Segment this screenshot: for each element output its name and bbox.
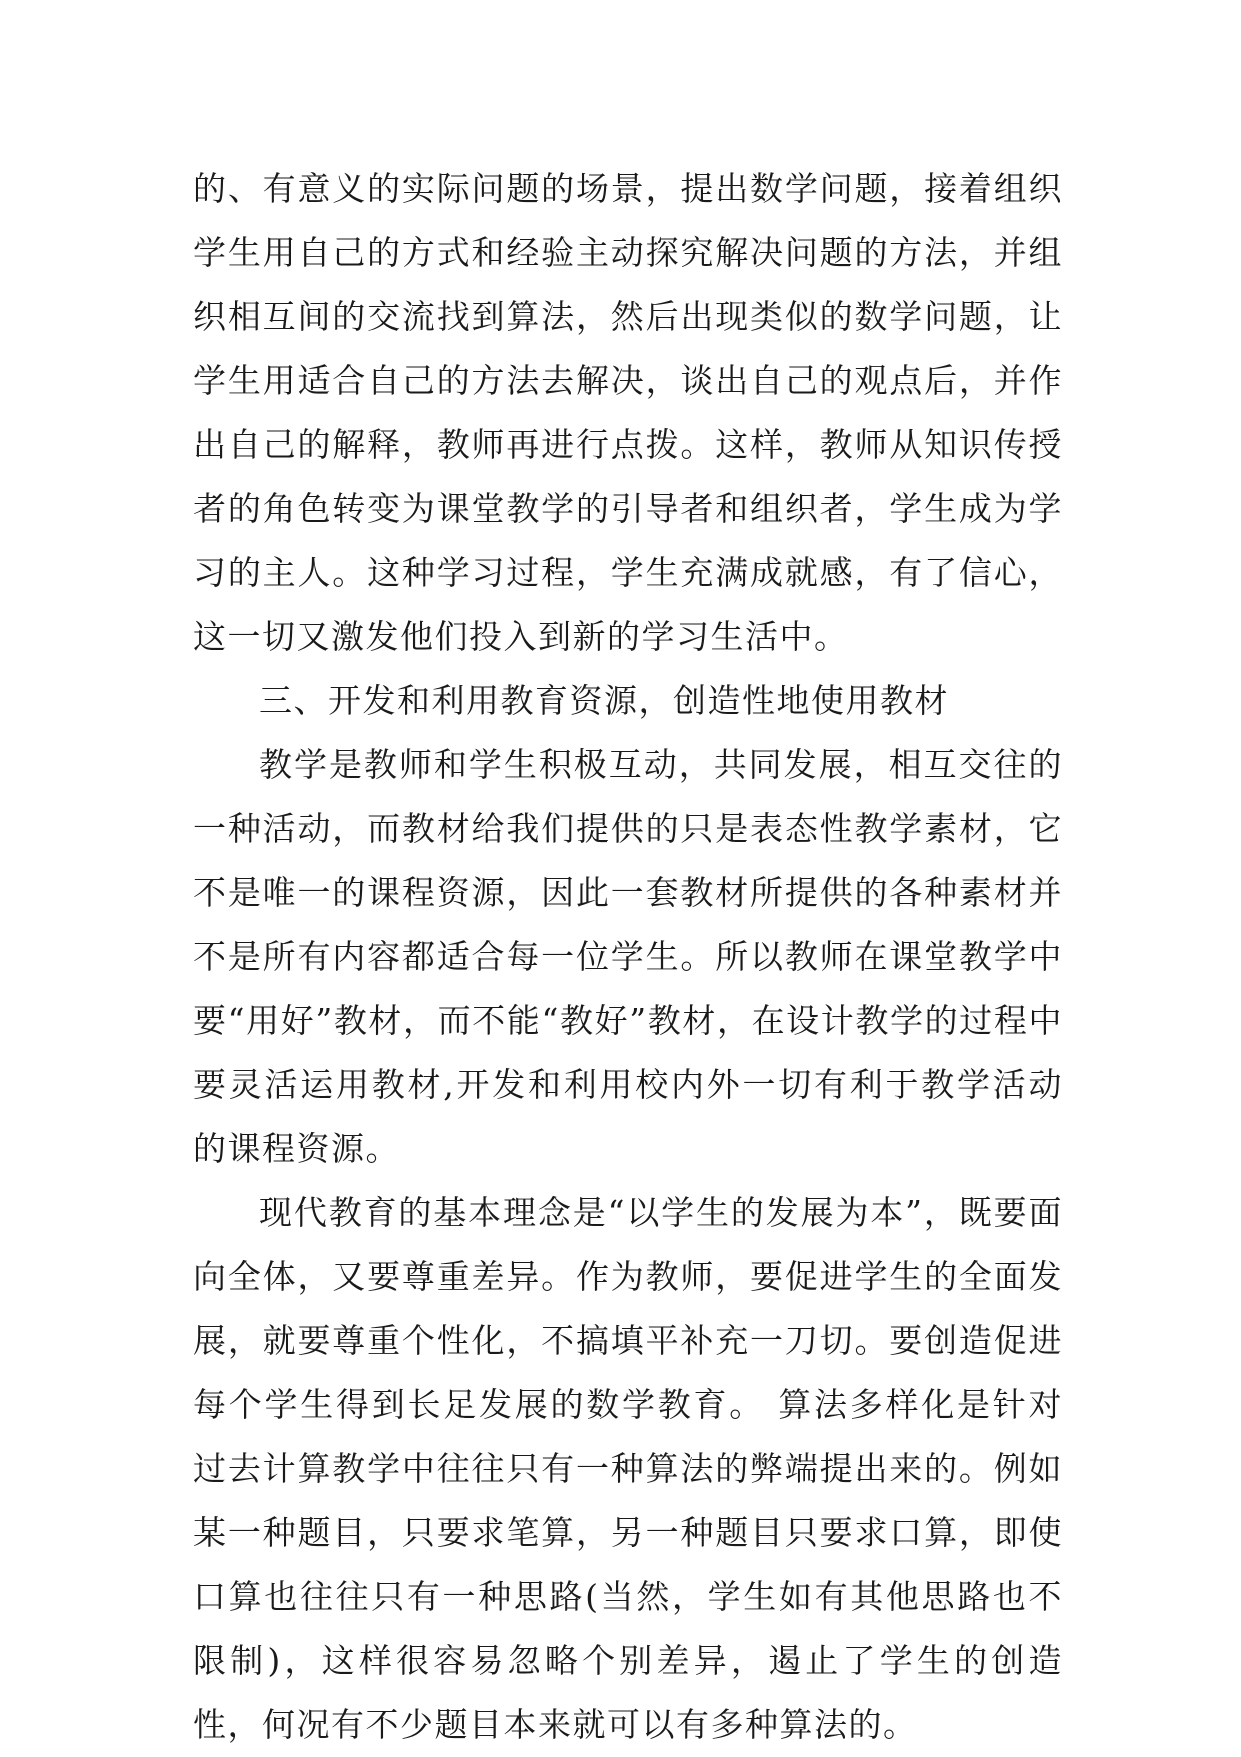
- body-text: [193, 157, 1063, 1757]
- paragraph-continuation: 的、有意义的实际问题的场景，提出数学问题，接着组织学生用自己的方式和经验主动探究解决问题的方法，并组织相互间的交流找到算法，然后出现类似的数学问题，让学生用适合自己的方法去解决，谈出自己的观点后，并作出自己的解释，教师再进行点拨。这样，教师从知识传授者的角色转变为课堂教学的引导者和组织者，学生成为学习的主人。这种学习过程，学生充满成就感，有了信心，这一切又激发他们投入到新的学习生活中。: [193, 169, 1063, 656]
- paragraph-teaching-materials: 教学是教师和学生积极互动，共同发展，相互交往的一种活动，而教材给我们提供的只是表态性教学素材，它不是唯一的课程资源，因此一套教材所提供的各种素材并不是所有内容都适合每一位学生。所以教师在课堂教学中要“用好”教材，而不能“教好”教材，在设计教学的过程中要灵活运用教材,开发和利用校内外一切有利于教学活动的课程资源。: [193, 745, 1063, 1168]
- section-heading: 三、开发和利用教育资源，创造性地使用教材: [259, 681, 949, 720]
- paragraph-modern-education: 现代教育的基本理念是“以学生的发展为本”，既要面向全体，又要尊重差异。作为教师，要促进学生的全面发展，就要尊重个性化，不搞填平补充一刀切。要创造促进每个学生得到长足发展的数学教育。 算法多样化是针对过去计算教学中往往只有一种算法的弊端提出来的。例如某一种题目，只要求笔算，另一种题目只要求口算，即使口算也往往只有一种思路(当然，学生如有其他思路也不限制)，这样很容易忽略个别差异，遏止了学生的创造性，何况有不少题目本来就可以有多种算法的。: [193, 1193, 1063, 1744]
